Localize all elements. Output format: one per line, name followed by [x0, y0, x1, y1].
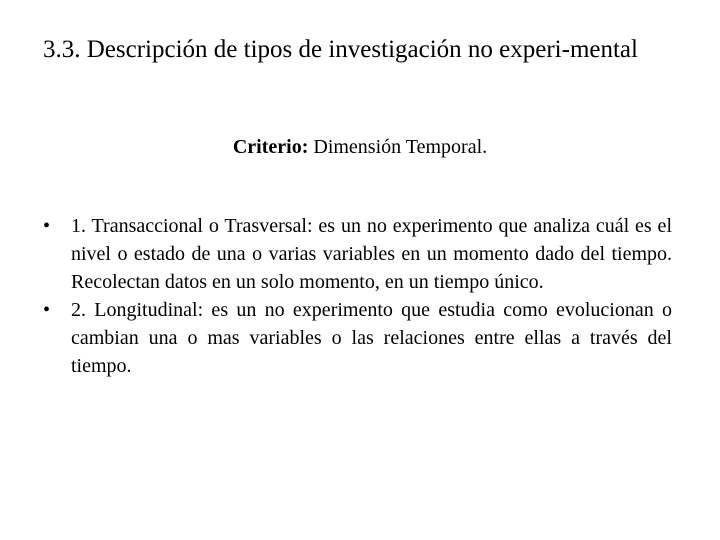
bullet-icon: •	[43, 215, 51, 237]
criterion-label: Criterio:	[232, 136, 309, 158]
bullet-item-longitudinal	[43, 296, 672, 380]
bullet-icon: •	[43, 299, 51, 321]
criterion-line	[0, 134, 720, 160]
criterion-value: Dimensión Temporal.	[313, 136, 488, 158]
bullet-text: 2. Longitudinal: es un no experimento que estudia como evolucionan o cambian una o mas variables o las relaciones entre ellas a través del tiempo.	[71, 299, 672, 377]
bullet-text: 1. Transaccional o Trasversal: es un no experimento que analiza cuál es el nivel o estado de una o varias variables en un momento dado del tiempo. Recolectan datos en un solo momento, en un tiempo único.	[71, 215, 672, 293]
bullet-item-transaccional	[43, 212, 672, 296]
bullet-list	[43, 212, 672, 380]
slide-title: 3.3. Descripción de tipos de investigación no experi-mental	[43, 36, 638, 63]
